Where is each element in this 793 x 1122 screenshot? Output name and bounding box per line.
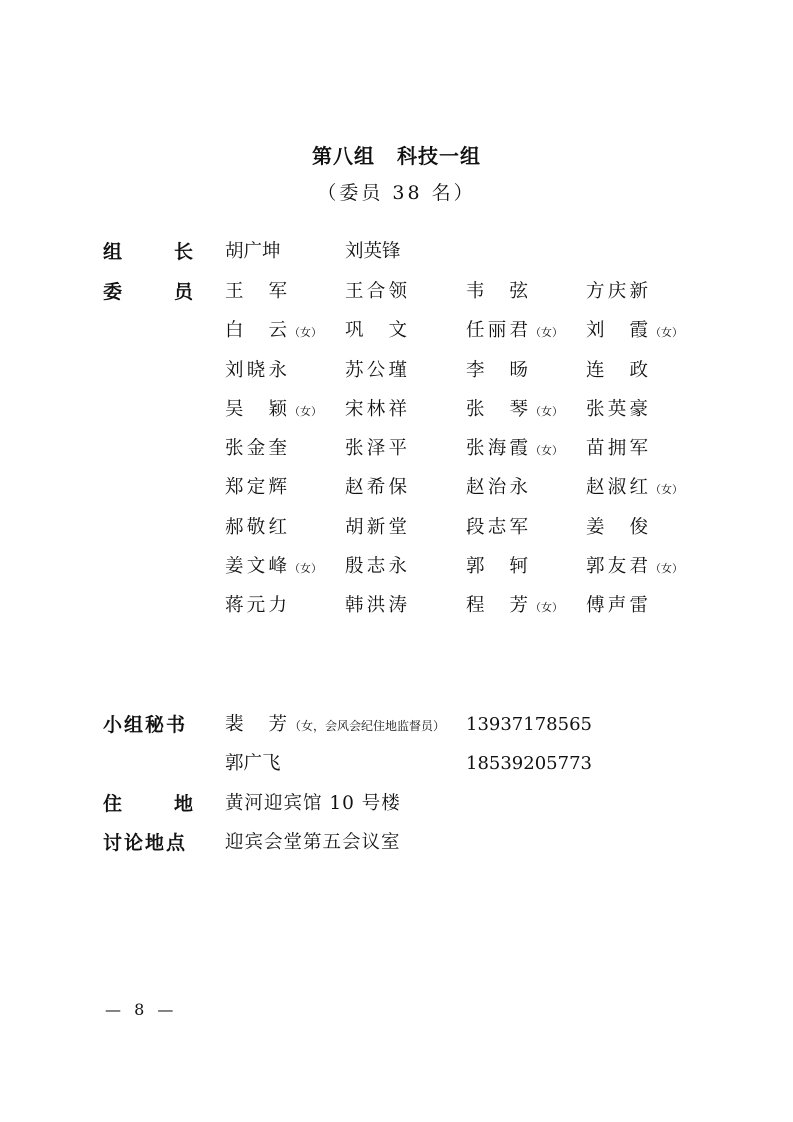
member-entry: [586, 594, 648, 618]
member-name: 任 丽 君: [466, 320, 528, 342]
secretary-2: [225, 752, 281, 776]
member-name: 方 庆 新: [586, 281, 648, 302]
member-name: 刘 霞: [586, 320, 648, 342]
member-entry: [466, 398, 563, 424]
member-entry: [586, 280, 648, 304]
leader-name: 胡广坤: [225, 241, 281, 262]
gender-note: （女）: [650, 483, 683, 497]
member-entry: [586, 555, 683, 581]
member-name: 巩 文: [345, 320, 407, 342]
leader-label-char-1: 组: [103, 241, 123, 263]
member-name: 苏 公 瑾: [345, 359, 407, 381]
member-name: 宋 林 祥: [345, 398, 407, 420]
member-name: 段 志 军: [466, 516, 528, 538]
member-name: 张 金 奎: [225, 438, 287, 460]
group-number: 第八组: [312, 144, 375, 168]
member-entry: [466, 476, 528, 500]
document-title: [0, 140, 793, 169]
member-label: [103, 280, 193, 304]
member-entry: [586, 516, 648, 540]
member-entry: [345, 359, 407, 383]
secretary-1: [225, 713, 445, 738]
leader-label: [103, 240, 193, 264]
leader-label-char-2: 长: [173, 241, 193, 263]
member-name: 张 英 豪: [586, 398, 648, 420]
member-name: 刘 晓 永: [225, 359, 287, 381]
member-entry: [466, 437, 563, 463]
member-entry: [225, 280, 287, 304]
secretary-name: 裴 芳: [225, 714, 287, 735]
member-name: 赵 希 保: [345, 477, 407, 499]
member-name: 韦 弦: [466, 281, 528, 302]
member-name: 张 海 霞: [466, 438, 528, 460]
member-entry: [225, 594, 287, 618]
member-name: 郑 定 辉: [225, 477, 287, 499]
member-name: 赵 淑 红: [586, 477, 648, 499]
member-name: 胡 新 堂: [345, 516, 407, 538]
member-entry: [225, 359, 287, 383]
member-entry: [345, 280, 407, 304]
member-entry: [225, 555, 322, 581]
member-entry: [225, 516, 287, 540]
member-name: 程 芳: [466, 595, 528, 617]
member-name: 王 军: [225, 281, 287, 302]
member-name: 郭 轲: [466, 556, 528, 578]
member-entry: [345, 437, 407, 461]
member-entry: [586, 319, 683, 345]
member-name: 蒋 元 力: [225, 595, 287, 617]
secretary-label: 小组秘书: [103, 714, 188, 736]
venue-value: 迎宾会堂第五会议室: [225, 832, 401, 853]
member-label-char-2: 员: [173, 281, 193, 303]
secretary-role: （女，会风会纪住地监督员）: [289, 719, 446, 733]
document-subtitle: （委员 38 名）: [317, 182, 476, 204]
gender-note: （女）: [530, 601, 563, 615]
member-entry: [586, 437, 648, 461]
group-name: 科技一组: [397, 144, 481, 168]
gender-note: （女）: [530, 444, 563, 458]
venue-label: 讨论地点: [103, 832, 188, 854]
residence-value: 黄河迎宾馆 10 号楼: [225, 793, 401, 814]
member-name: 郭 友 君: [586, 556, 648, 578]
residence-label-char-2: 地: [173, 793, 193, 815]
member-entry: [225, 319, 322, 345]
member-entry: [345, 398, 407, 422]
member-entry: [466, 359, 528, 383]
member-name: 张 琴: [466, 398, 528, 420]
member-entry: [466, 516, 528, 540]
secretary-name: 郭广飞: [225, 753, 281, 774]
member-name: 连 政: [586, 359, 648, 381]
member-name: 姜 俊: [586, 516, 648, 538]
member-entry: [225, 437, 287, 461]
gender-note: （女）: [289, 326, 322, 340]
member-entry: [225, 476, 287, 500]
member-entry: [225, 398, 322, 424]
gender-note: （女）: [289, 562, 322, 576]
member-entry: [586, 359, 648, 383]
member-entry: [345, 476, 407, 500]
member-entry: [466, 319, 563, 345]
gender-note: （女）: [650, 562, 683, 576]
member-entry: [466, 555, 528, 579]
member-entry: [466, 280, 528, 304]
member-name: 李 旸: [466, 359, 528, 381]
member-name: 苗 拥 军: [586, 438, 648, 460]
member-name: 傅 声 雷: [586, 595, 648, 617]
member-name: 白 云: [225, 320, 287, 342]
member-label-char-1: 委: [103, 281, 123, 303]
member-name: 姜 文 峰: [225, 556, 287, 578]
gender-note: （女）: [289, 404, 322, 418]
gender-note: （女）: [530, 404, 563, 418]
secretary-phone: 13937178565: [466, 714, 592, 735]
secretary-phone: 18539205773: [466, 753, 592, 774]
member-name: 张 泽 平: [345, 438, 407, 460]
member-entry: [466, 594, 563, 620]
gender-note: （女）: [650, 326, 683, 340]
member-name: 殷 志 永: [345, 556, 407, 578]
member-entry: [345, 516, 407, 540]
gender-note: （女）: [530, 326, 563, 340]
member-name: 赵 治 永: [466, 477, 528, 499]
leader-name: 刘英锋: [345, 241, 401, 262]
member-name: 王 合 领: [345, 281, 407, 302]
member-entry: [345, 555, 407, 579]
member-name: 吴 颖: [225, 398, 287, 420]
member-entry: [586, 398, 648, 422]
page-number: — 8 —: [105, 1000, 178, 1019]
member-entry: [345, 319, 407, 343]
member-entry: [586, 476, 683, 502]
member-entry: [345, 594, 407, 618]
residence-label-char-1: 住: [103, 793, 123, 815]
member-name: 韩 洪 涛: [345, 595, 407, 617]
residence-label: [103, 792, 193, 816]
member-name: 郝 敬 红: [225, 516, 287, 538]
